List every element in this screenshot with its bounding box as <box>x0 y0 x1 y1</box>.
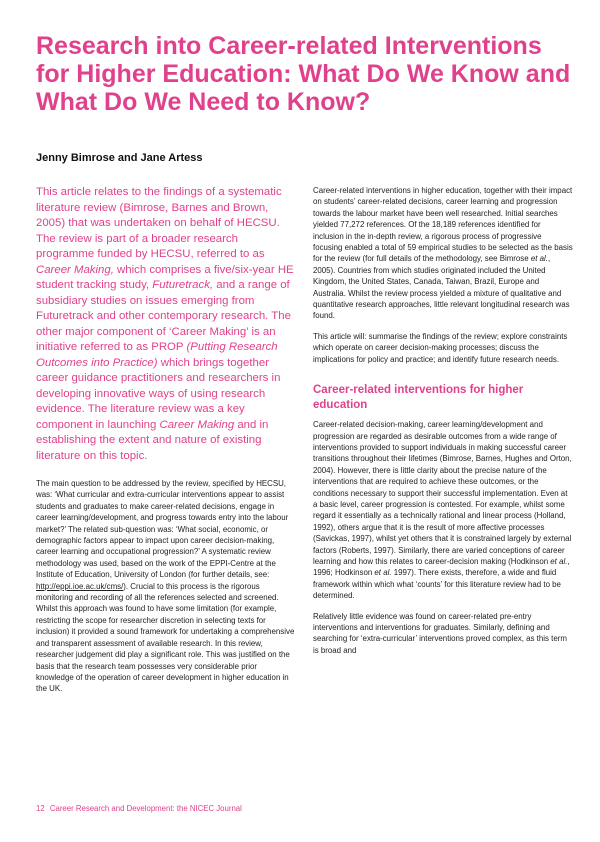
body-paragraph-aims: This article will: summarise the findings of the review; explore constraints which operate on career decision-making processes; discuss the implications for policy and practice; and identify future research needs. <box>313 331 568 364</box>
body-paragraph-evidence: Relatively little evidence was found on career-related pre-entry interventions and interventions for graduates. Similarly, defining and searching for ‘extra-curricular’ interventions proved complex, as this term is broad and <box>313 611 567 655</box>
journal-name: Career Research and Development: the NICEC Journal <box>49 804 242 813</box>
page-number: 12 <box>36 804 45 813</box>
article-title: Research into Career-related Interventions for Higher Education: What Do We Know and What Do We Need to Know? <box>36 32 571 116</box>
page-footer <box>36 804 245 813</box>
body-paragraph-references: Career-related interventions in higher education, together with their impact on students’ career-related decisions, career learning and progression towards the labour market have been well researched. Initial searches yielded 77,272 references. Of the 18,189 references identified for inclusion in the in-depth review, a rigorous process of progressive focusing enabled a total of 59 empirical studies to be selected as the basis for the review (for full details of the methodology, see Bimrose et al., 2005). Countries from which studies originated included the United Kingdom, the United States, Canada, Taiwan, Brazil, Europe and Australia. Whilst the review process yielded a mixture of qualitative and quantitative research approaches, little relevant longitudinal research was found. <box>313 186 573 321</box>
body-paragraph-interventions: Career-related decision-making, career learning/development and progression are regarded as desirable outcomes from a wide range of interventions provided to support individuals in making successful career transitions throughout their lifetimes (Bimrose, Barnes, Hughes and Orton, 2004). However, there is little clarity about the precise nature of the interventions that are required to achieve these outcomes, or the conditions necessary to support their successful implementation. Even at a basic level, career progression is contested. For example, whilst some regard it essentially as a technically rational and linear process (Holland, 1992), others argue that it is the result of more affective processes (Savickas, 1997), whilst yet others that it is constrained largely by external factors (Roberts, 1997). Similarly, there are varied conceptions of career learning and how this relates to career-decision making (Hodkinson et al., 1996; Hodkinson et al. 1997). There exists, therefore, a wide and fluid framework within which what ‘counts’ for this literature review had to be determined. <box>313 420 572 601</box>
body-paragraph-methodology: The main question to be addressed by the review, specified by HECSU, was: ‘What curricular and extra-curricular interventions appear to assist students and graduates to make career-related decisions, engage in career learning/development, and progress towards entry into the labour market?’ The related sub-question was: ‘What social, economic, or demographic factors appear to impact upon career decision-making, career learning and occupational progression?’ A systematic review methodology was used, based on the work of the EPPI-Centre at the Institute of Education, University of London (for further details, see: http://eppi.ioe.ac.uk/cms/). Crucial to this process is the rigorous monitoring and recording of all the references selected and screened. Whilst this approach was found to have some limitation (for example, restricting the scope for researcher discretion in selecting texts for inclusion) it provided a sound framework for undertaking a comprehensive and transparent assessment of available research. In this review, researcher judgement did play a significant role. This was justified on the basis that the research team possesses very considerable prior knowledge of the operation of career development in higher education in the UK. <box>36 479 295 694</box>
left-column <box>36 185 296 704</box>
article-authors: Jenny Bimrose and Jane Artess <box>36 152 203 164</box>
intro-paragraph: This article relates to the findings of a systematic literature review (Bimrose, Barnes and Brown, 2005) that was undertaken on behalf of HECSU. The review is part of a broader research programme funded by HECSU, referred to as Career Making, which comprises a five/six-year HE student tracking study, Futuretrack, and a range of subsidiary studies on issues emerging from Futuretrack and other contemporary research. The other major component of ‘Career Making’ is an initiative referred to as PROP (Putting Research Outcomes into Practice) which brings together career guidance practitioners and researchers in developing innovative ways of using research evidence. The literature review was a key component in launching Career Making and in establishing the extent and nature of existing literature on this topic. <box>36 186 294 462</box>
eppi-link[interactable]: http://eppi.ioe.ac.uk/cms/ <box>36 581 124 591</box>
section-heading: Career-related interventions for higher education <box>313 384 524 412</box>
right-column <box>313 185 573 665</box>
